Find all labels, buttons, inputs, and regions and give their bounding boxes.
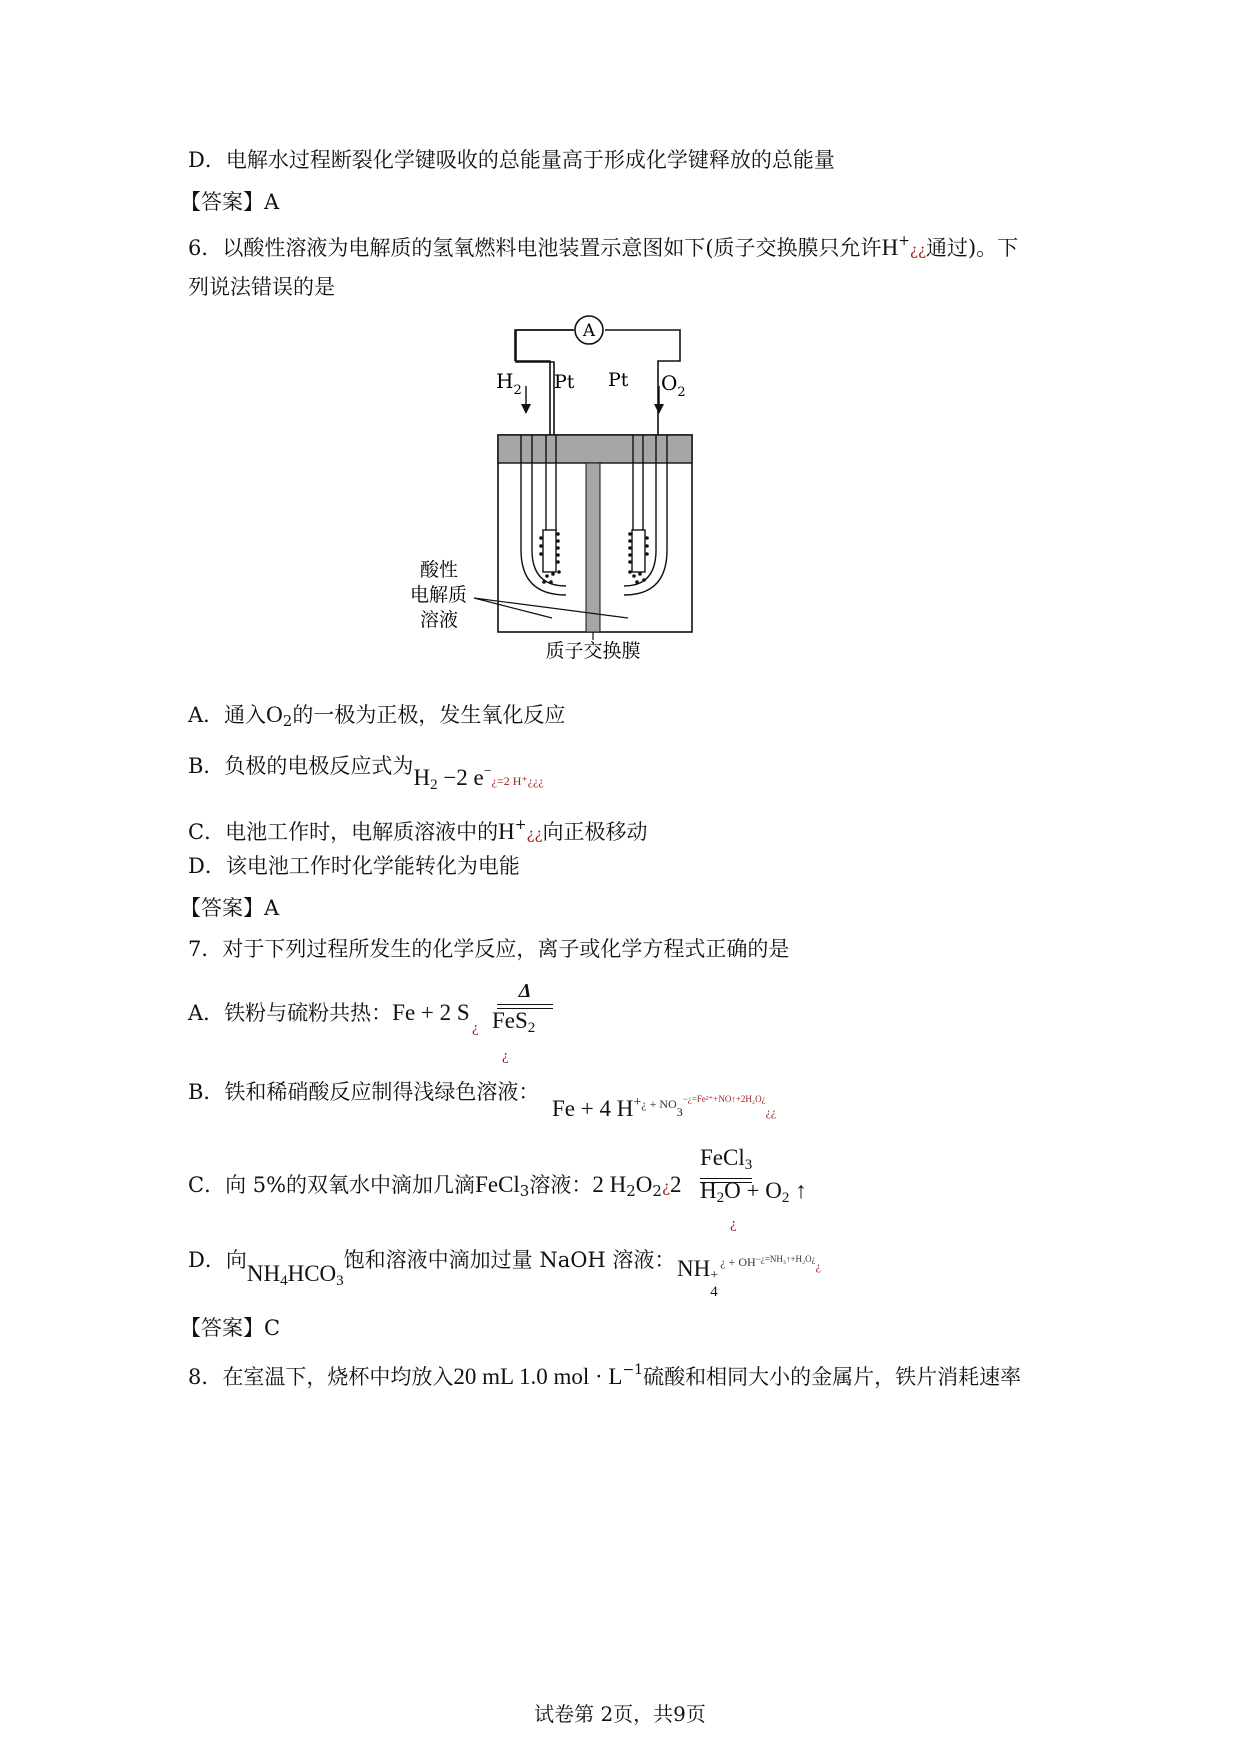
q7-option-c-text-1: C．向 5%的双氧水中滴加几滴 xyxy=(188,1173,476,1197)
o2-label: $O_2$ xyxy=(661,371,686,400)
q6-option-a xyxy=(188,700,565,736)
q7-option-d xyxy=(188,1245,676,1289)
q6-option-c-sup: + xyxy=(514,817,527,833)
q7-option-a xyxy=(188,998,470,1028)
q8-stem-sup: −1 xyxy=(622,1362,644,1378)
q7-c-catalyst: FeCl$_3$ xyxy=(700,1145,752,1183)
q6-answer: 【答案】A xyxy=(180,896,280,920)
heat-delta-icon: Δ xyxy=(518,980,532,1002)
q7-option-c-sub2: 2 xyxy=(626,1182,636,1200)
q6-option-a-text-1: A．通入 xyxy=(188,703,267,727)
q6-option-d: D．该电池工作时化学能转化为电能 xyxy=(188,854,520,878)
q7-d-formula: NH + 4 $^{¿ + OH-¿=NH_3↑+H_2O¿¿}$ xyxy=(677,1254,821,1300)
page-footer: 试卷第 2页，共9页 xyxy=(534,1702,706,1726)
q7-answer: 【答案】C xyxy=(180,1316,281,1340)
q6-stem-text-2: 通过)。下 xyxy=(926,236,1019,260)
q7-option-a-text: A．铁粉与硫粉共热： xyxy=(188,1001,393,1025)
q6-option-a-text-2: 的一极为正极，发生氧化反应 xyxy=(292,703,566,727)
q8-stem xyxy=(188,1355,1021,1392)
q7-c-garble-2: ¿ xyxy=(730,1216,737,1232)
q8-stem-text-2: 硫酸和相同大小的金属片，铁片消耗速率 xyxy=(643,1365,1022,1389)
q6-stem xyxy=(188,226,1018,265)
q7-option-c-fecl3: FeCl xyxy=(475,1172,520,1197)
q5-option-d: D．电解水过程断裂化学键吸收的总能量高于形成化学键释放的总能量 xyxy=(188,148,835,172)
q6-stem-ion: H xyxy=(881,235,899,260)
q7-option-c xyxy=(188,1170,681,1206)
pt-right-label: Pt xyxy=(608,369,629,391)
q7-option-c-reactant-o: O xyxy=(635,1172,653,1197)
q6-option-c-text-1: C．电池工作时，电解质溶液中的 xyxy=(188,820,499,844)
proton-exchange-membrane xyxy=(586,463,600,632)
q6-option-c-garble: ¿¿ xyxy=(526,825,543,843)
q7-option-a-reactants: Fe + 2 S xyxy=(392,1000,470,1025)
q6-stem-line2: 列说法错误的是 xyxy=(188,275,335,299)
q6-option-b xyxy=(188,745,544,793)
right-pt-electrode xyxy=(632,530,645,572)
q7-b-formula: Fe + 4 $H^{+¿ + NO}3^{-¿=Fe^{2+}+NO↑+2H_2O¿}¿¿$ xyxy=(552,1094,777,1121)
q7-a-product: FeS$_2$ xyxy=(492,1008,536,1036)
electrolyte-label-1: 酸性 xyxy=(420,559,459,581)
fuel-cell-apparatus xyxy=(410,310,780,680)
q6-option-c-formula: H xyxy=(498,819,515,844)
membrane-label: 质子交换膜 xyxy=(545,640,641,662)
q8-stem-text-1: 8．在室温下，烧杯中均放入 xyxy=(188,1365,454,1389)
h2-label: $H_2$ xyxy=(496,369,522,398)
q6-option-b-text: B．负极的电极反应式为 xyxy=(188,754,414,778)
q7-option-c-garble-1: ¿ xyxy=(661,1178,670,1196)
q6-stem-garble: ¿¿ xyxy=(909,241,927,259)
q8-stem-formula: 20 mL 1.0 mol · L xyxy=(453,1364,623,1389)
q6-stem-ion-sup: + xyxy=(898,233,910,249)
q6-option-a-sub: 2 xyxy=(282,712,293,730)
q7-a-garble-1: ¿ xyxy=(472,1020,479,1036)
pt-left-label: Pt xyxy=(554,371,575,393)
electrolyte-label-3: 溶液 xyxy=(420,609,459,631)
left-pt-electrode xyxy=(543,530,556,572)
q7-option-b: B．铁和稀硝酸反应制得浅绿色溶液： xyxy=(188,1080,540,1104)
q7-option-d-reagent: $NH_4HCO_3$ xyxy=(246,1261,344,1289)
q6-option-c-text-2: 向正极移动 xyxy=(542,820,648,844)
lid xyxy=(498,435,692,463)
q7-a-garble-2: ¿ xyxy=(502,1048,509,1064)
q7-c-products: $H_2O + O_2$ ↑ xyxy=(700,1178,807,1206)
ammeter-label: A xyxy=(582,321,596,341)
q5-answer: 【答案】A xyxy=(180,190,280,214)
q6-option-b-formula: $H_2 -2$ e−¿=2 H⁺¿¿¿ xyxy=(413,764,544,793)
q6-option-c xyxy=(188,810,648,849)
q7-option-c-reactant: 2 H xyxy=(592,1172,627,1197)
q7-option-c-sub3: 2 xyxy=(652,1182,662,1200)
q7-option-d-text-2: 饱和溶液中滴加过量 NaOH 溶液： xyxy=(343,1248,676,1272)
q7-option-d-text-1: D．向 xyxy=(188,1248,247,1272)
electrolyte-label-2: 电解质 xyxy=(410,584,468,606)
q6-option-a-formula: O xyxy=(266,702,283,727)
q7-option-c-sub1: 3 xyxy=(519,1182,530,1200)
q7-stem: 7．对于下列过程所发生的化学反应，离子或化学方程式正确的是 xyxy=(188,937,790,961)
q7-a-condition xyxy=(497,980,553,1009)
q7-option-c-coef: 2 xyxy=(669,1172,682,1197)
q6-stem-text-1: 6．以酸性溶液为电解质的氢氧燃料电池装置示意图如下(质子交换膜只允许 xyxy=(188,236,882,260)
q7-option-c-text-2: 溶液： xyxy=(529,1173,593,1197)
